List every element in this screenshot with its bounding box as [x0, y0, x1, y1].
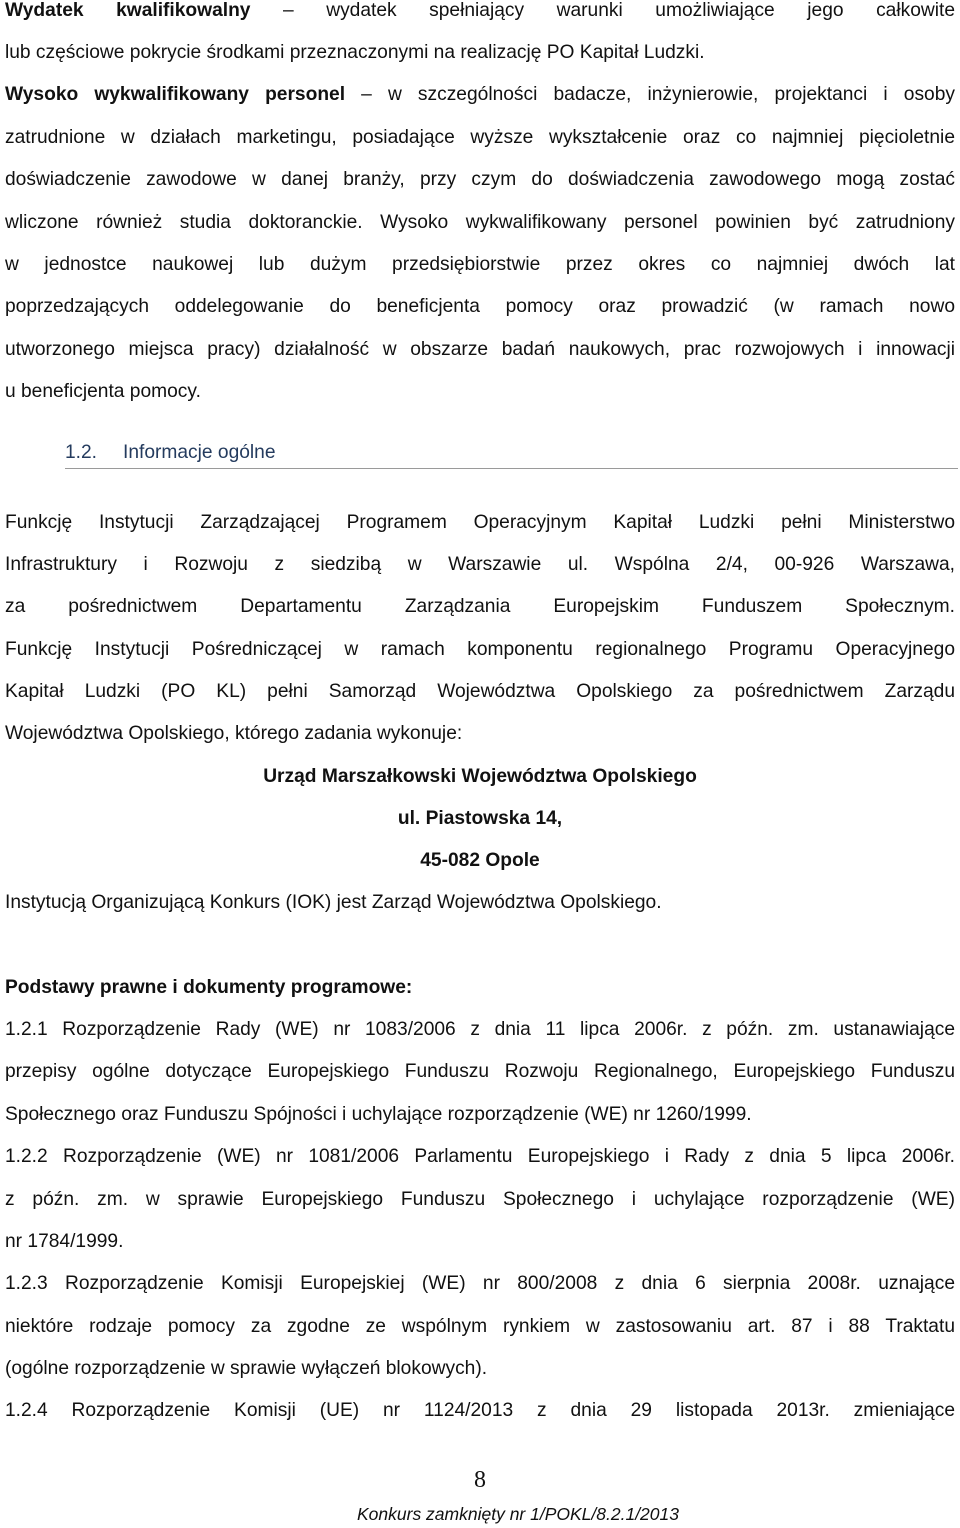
legal-item-line: 1.2.2 Rozporządzenie (WE) nr 1081/2006 Parlamentu Europejskiego i Rady z dnia 5 lipca 2006r. [5, 1146, 955, 1167]
body-text-line: Kapitał Ludzki (PO KL) pełni Samorząd Województwa Opolskiego za pośrednictwem Zarządu [5, 681, 955, 702]
section-heading [65, 440, 958, 469]
definition-text: – w szczególności badacze, inżynierowie, projektanci i osoby [361, 84, 955, 105]
address-name: Urząd Marszałkowski Województwa Opolskiego [263, 766, 697, 787]
legal-item-line: 1.2.4 Rozporządzenie Komisji (UE) nr 1124/2013 z dnia 29 listopada 2013r. zmieniające [5, 1400, 955, 1421]
address-street: ul. Piastowska 14, [397, 808, 563, 829]
legal-item-line: Społecznego oraz Funduszu Spójności i uchylające rozporządzenie (WE) nr 1260/1999. [5, 1104, 752, 1125]
definition-line [5, 82, 955, 108]
body-text-line: utworzonego miejsca pracy) działalność w obszarze badań naukowych, prac rozwojowych i innowacji [5, 339, 955, 360]
body-text-line: poprzedzających oddelegowanie do beneficjenta pomocy oraz prowadzić (w ramach nowo [5, 296, 955, 317]
address-city: 45-082 Opole [420, 850, 540, 871]
definition-line [5, 0, 955, 24]
legal-item-line: nr 1784/1999. [5, 1231, 124, 1252]
body-text-line: w jednostce naukowej lub dużym przedsiębiorstwie przez okres co najmniej dwóch lat [5, 254, 955, 275]
body-text-line: Infrastruktury i Rozwoju z siedzibą w Warszawie ul. Wspólna 2/4, 00-926 Warszawa, [5, 554, 955, 575]
body-text-line: wliczone również studia doktoranckie. Wysoko wykwalifikowany personel powinien być zatrudniony [5, 212, 955, 233]
section-number: 1.2. [65, 442, 98, 463]
body-text-line: Funkcję Instytucji Pośredniczącej w ramach komponentu regionalnego Programu Operacyjnego [5, 639, 955, 660]
legal-item-line: z późn. zm. w sprawie Europejskiego Funduszu Społecznego i uchylające rozporządzenie (WE) [5, 1189, 955, 1210]
body-text-line: za pośrednictwem Departamentu Zarządzania Europejskim Funduszem Społecznym. [5, 596, 955, 617]
definition-text: – wydatek spełniający warunki umożliwiające jego całkowite [283, 0, 955, 21]
body-text-line: Województwa Opolskiego, którego zadania wykonuje: [5, 723, 463, 744]
legal-item-line: 1.2.3 Rozporządzenie Komisji Europejskiej (WE) nr 800/2008 z dnia 6 sierpnia 2008r. uznające [5, 1273, 955, 1294]
legal-item-line: 1.2.1 Rozporządzenie Rady (WE) nr 1083/2006 z dnia 11 lipca 2006r. z późn. zm. ustanawiające [5, 1019, 955, 1040]
body-text-line: zatrudnione w działach marketingu, posiadające wyższe wykształcenie oraz co najmniej pięcioletnie [5, 127, 955, 148]
body-text-line: Funkcję Instytucji Zarządzającej Programem Operacyjnym Kapitał Ludzki pełni Ministerstwo [5, 512, 955, 533]
page-number: 8 [474, 1467, 486, 1493]
page-footer: Konkurs zamknięty nr 1/POKL/8.2.1/2013 [357, 1504, 679, 1524]
section-title: Informacje ogólne [123, 442, 276, 463]
legal-heading: Podstawy prawne i dokumenty programowe: [5, 977, 413, 998]
legal-item-line: niektóre rodzaje pomocy za zgodne ze wspólnym rynkiem w zastosowaniu art. 87 i 88 Traktatu [5, 1316, 955, 1337]
definition-term: Wydatek kwalifikowalny [5, 0, 251, 21]
body-text-line: u beneficjenta pomocy. [5, 381, 201, 402]
legal-item-line: przepisy ogólne dotyczące Europejskiego Funduszu Rozwoju Regionalnego, Europejskiego Funduszu [5, 1061, 955, 1082]
body-text-line: doświadczenie zawodowe w danej branży, przy czym do doświadczenia zawodowego mogą zostać [5, 169, 955, 190]
legal-item-line: (ogólne rozporządzenie w sprawie wyłączeń blokowych). [5, 1358, 488, 1379]
iok-line: Instytucją Organizującą Konkurs (IOK) jest Zarząd Województwa Opolskiego. [5, 892, 662, 913]
definition-term: Wysoko wykwalifikowany personel [5, 84, 346, 105]
body-text-line: lub częściowe pokrycie środkami przeznaczonymi na realizację PO Kapitał Ludzki. [5, 42, 705, 63]
